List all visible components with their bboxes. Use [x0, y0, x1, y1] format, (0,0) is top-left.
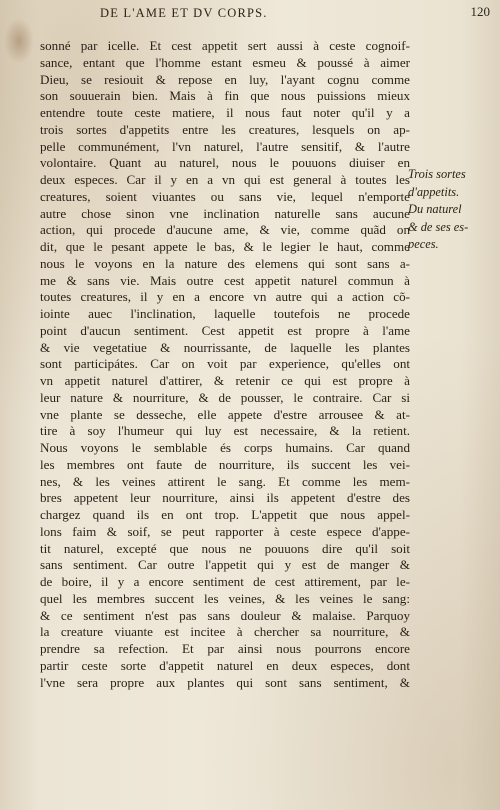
text-line: autre chose sinon vne inclination naturelle sans aucune — [40, 205, 410, 221]
text-line: sance, entant que l'homme estant esmeu & poussé à aimer — [40, 54, 410, 70]
text-line: son souuerain bien. Mais à fin que nous puissions mieux — [40, 88, 410, 104]
text-line: tire à soy l'humeur qui luy est necessaire, & la retient. — [40, 423, 410, 439]
text-line: action, qui procede d'aucune ame, & vie, comme quãd on — [40, 222, 410, 238]
text-line: la creature viuante est incitee à chercher sa nourriture, & — [40, 624, 410, 640]
text-line: me & sans vie. Mais outre cest appetit naturel commun à — [40, 272, 410, 288]
text-line: quel les membres succent les veines, & les veines le sang: — [40, 590, 410, 606]
page-header — [100, 2, 498, 24]
margin-note-line: Trois sortes — [408, 167, 466, 181]
paper-stain — [4, 18, 34, 64]
text-line: & ce sentiment n'est pas sans douleur & malaise. Parquoy — [40, 607, 410, 623]
text-line: lons faim & soif, se peut rapporter à ceste espece d'appe- — [40, 523, 410, 539]
text-line: sonné par icelle. Et cest appetit sert aussi à ceste cognoif- — [40, 38, 410, 53]
margin-note — [408, 166, 498, 254]
text-line: tit naturel, excepté que nous ne pouuons dire qu'il soit — [40, 540, 410, 556]
text-line: creatures, soient viuantes ou sans vie, lequel n'emporte — [40, 188, 410, 204]
text-line: vne plante se desseche, elle appete d'estre arrousee & at- — [40, 406, 410, 422]
text-line: sans sentiment. Car outre l'appetit qui y est de manger & — [40, 557, 410, 573]
text-line: l'vne sera propre aux plantes qui sont sans sentiment, & — [40, 674, 410, 690]
text-line: bres appetent leur nourriture, ainsi ils appetent d'estre des — [40, 490, 410, 506]
text-line: trois sortes d'appetits entre les creatures, lesquels on ap- — [40, 121, 410, 137]
text-line: sont participátes. Car on voit par experience, qu'elles ont — [40, 356, 410, 372]
text-line: toutes creatures, il y en a encore vn autre qui a action cõ- — [40, 289, 410, 305]
text-line: nous le voyons en la nature des elemens qui sont sans a- — [40, 255, 410, 271]
text-line: pelle communément, l'vn naturel, l'autre sensitif, & l'autre — [40, 138, 410, 154]
page-number: 120 — [470, 4, 490, 19]
text-line: volontaire. Quant au naturel, nous le pouuons diuiser en — [40, 155, 410, 171]
margin-note-line: & de ses es- — [408, 219, 469, 234]
text-line: prendre sa refection. Et par ainsi nous pourrons encore — [40, 641, 410, 656]
text-line: entendre toute ceste matiere, il nous faut noter qu'il y a — [40, 105, 410, 120]
text-line: dit, que le pesant appete le bas, & le legier le haut, comme — [40, 239, 410, 254]
text-line: point d'aucun sentiment. Cest appetit est propre à l'ame — [40, 322, 410, 338]
text-line: les membres ont faute de nourriture, ils succent les vei- — [40, 456, 410, 472]
text-line: partir ceste sorte d'appetit naturel en deux especes, dont — [40, 657, 410, 673]
body-text-block — [40, 38, 410, 691]
text-line: nes, & les veines attirent le sang. Et comme les mem- — [40, 473, 410, 489]
margin-note-line: d'appetits. — [408, 184, 460, 199]
text-line: leur nature & nourriture, & de pousser, le contraire. Car si — [40, 389, 410, 405]
margin-note-line: peces. — [408, 237, 439, 251]
text-line: chargez quand ils en ont trop. L'appetit que nous appel- — [40, 507, 410, 522]
text-line: Dieu, se resiouit & repose en luy, l'ayant cognu comme — [40, 71, 410, 87]
text-line: de boire, il y a encore sentiment de cest attirement, par le- — [40, 574, 410, 589]
margin-note-line: Du naturel — [408, 202, 462, 216]
text-line: deux especes. Car il y en a vn qui est general à toutes les — [40, 172, 410, 187]
text-line: & vie vegetatiue & nourrissante, de laquelle les plantes — [40, 339, 410, 355]
text-line: vn appetit naturel d'attirer, & retenir ce qui est propre à — [40, 373, 410, 388]
text-line: Nous voyons le semblable és corps humains. Car quand — [40, 440, 410, 455]
text-line: iointe auec l'inclination, laquelle toutefois ne procede — [40, 306, 410, 321]
running-title: DE L'AME ET DV CORPS. — [100, 6, 268, 20]
